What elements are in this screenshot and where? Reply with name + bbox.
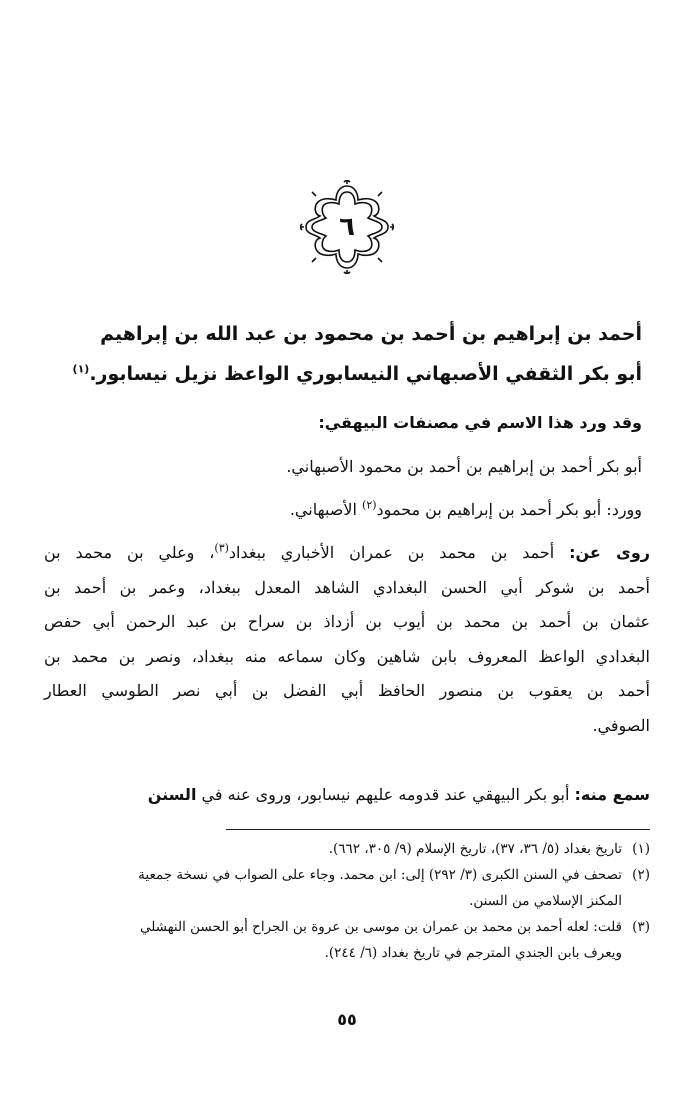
chapter-ornament — [300, 180, 394, 274]
footnote-3 — [44, 914, 650, 940]
narrated-from-paragraph — [44, 536, 650, 743]
narrated-line-1-text: أحمد بن محمد بن عمران الأخباري ببغداد — [228, 543, 570, 562]
narrated-line-2: أحمد بن شوكر أبي الحسن البغدادي الشاهد المعدل ببغداد، وعمر بن أحمد بن — [44, 577, 650, 597]
narrated-line-3: عثمان بن أحمد بن محمد بن أيوب بن أزداذ بن سراح بن عبد الرحمن أبي حفص — [44, 612, 651, 631]
footnote-divider — [226, 829, 650, 830]
title-line-1: أحمد بن إبراهيم بن أحمد بن محمود بن عبد الله بن إبراهيم — [100, 323, 642, 345]
heard-from-tail: السنن — [147, 785, 197, 804]
entry-title — [50, 314, 642, 394]
heard-from-label: سمع منه: — [574, 785, 650, 804]
name-variant-2-tail: الأصبهاني. — [289, 500, 363, 519]
name-variant-2 — [50, 496, 642, 524]
title-line-2 — [50, 354, 642, 394]
footnote-1 — [44, 836, 650, 862]
page-number: ٥٥ — [337, 1010, 357, 1029]
entry-number: ٦ — [339, 212, 355, 242]
narrated-from-label: روى عن: — [569, 543, 650, 562]
narrated-line-5: أحمد بن يعقوب بن منصور الحافظ أبي الفضل بن أبي نصر الطوسي العطار — [44, 681, 650, 700]
heard-from-line — [44, 778, 650, 813]
narrated-line-1-tail: ، وعلي بن محمد بن — [44, 543, 215, 562]
footnote-ref-3: (٣) — [214, 541, 229, 555]
footnote-ref-2: (٢) — [362, 498, 377, 512]
footnote-ref-1: (١) — [72, 362, 90, 376]
narrated-line-6: الصوفي. — [592, 715, 650, 735]
name-variant-1: أبو بكر أحمد بن إبراهيم بن أحمد بن محمود الأصبهاني. — [286, 457, 642, 476]
name-variant-2-text: وورد: أبو بكر أحمد بن إبراهيم بن محمود — [376, 500, 642, 519]
footnote-text: تاريخ بغداد (٥/ ٣٦، ٣٧)، تاريخ الإسلام (٩/ ٣٠٥، ٦٦٢). — [328, 841, 622, 857]
narrated-line-1 — [44, 536, 650, 571]
narrated-line-4: البغدادي الواعظ المعروف بابن شاهين وكان سماعه منه ببغداد، ونصر بن محمد بن — [44, 646, 650, 666]
footnote-text: تصحف في السنن الكبرى (٣/ ٢٩٢) إلى: ابن محمد. وجاء على الصواب في نسخة جمعية — [138, 867, 622, 883]
footnote-2 — [44, 862, 650, 888]
section-subhead: وقد ورد هذا الاسم في مصنفات البيهقي: — [318, 413, 642, 432]
footnote-number: (١) — [632, 841, 650, 857]
heard-from-paragraph — [44, 778, 650, 813]
title-line-2-text: أبو بكر الثقفي الأصبهاني النيسابوري الواعظ نزيل نيسابور. — [89, 363, 642, 385]
footnote-number: (٢) — [632, 867, 650, 883]
footnotes — [44, 836, 650, 966]
heard-from-text: أبو بكر البيهقي عند قدومه عليهم نيسابور، وروى عنه في — [196, 785, 575, 804]
footnote-number: (٣) — [632, 919, 650, 935]
footnote-3-continuation: ويعرف بابن الجندي المترجم في تاريخ بغداد (٦/ ٢٤٤). — [324, 945, 622, 961]
footnote-text: قلت: لعله أحمد بن محمد بن عمران بن موسى بن عروة بن الجراح أبو الحسن النهشلي — [139, 919, 622, 935]
footnote-2-continuation: المكنز الإسلامي من السنن. — [469, 893, 622, 909]
